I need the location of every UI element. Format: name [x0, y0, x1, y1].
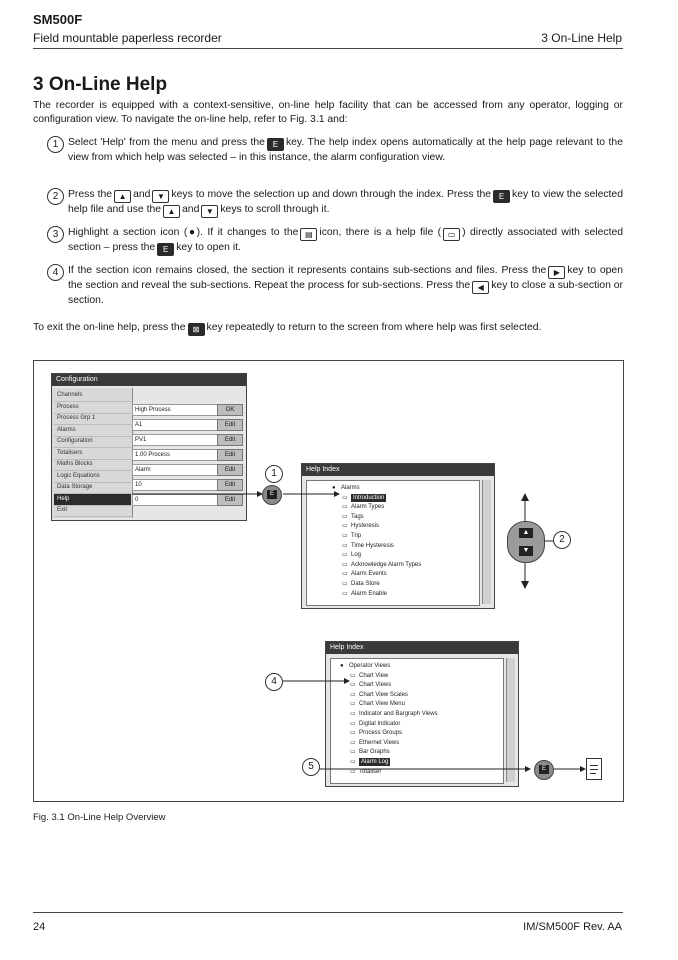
config-edit-button[interactable]: Edit	[217, 464, 243, 476]
menu-item-maths-blocks[interactable]: Maths Blocks	[54, 459, 131, 471]
callout-4: 4	[265, 673, 283, 691]
step-text: Highlight a section icon (●). If it changes to the ▤ icon, there is a help file ( ▭ ) directly associated with selected section – press the E key to open it.	[68, 227, 624, 254]
step-2	[47, 188, 623, 218]
menu-item-process[interactable]: Process	[54, 402, 131, 414]
help-index-item[interactable]: Trip	[351, 533, 362, 539]
enter-key-icon: E	[267, 138, 284, 151]
help-index-item[interactable]: Chart View	[359, 672, 389, 679]
help-file-icon: ▭	[342, 504, 348, 511]
help-file-icon: ▭	[350, 720, 356, 727]
help-file-icon: ▭	[342, 581, 348, 587]
down-key-icon: ▼	[152, 190, 169, 203]
help-index-item[interactable]: Log	[351, 552, 362, 559]
document-reference: IM/SM500F Rev. AA	[523, 921, 622, 933]
header-rule	[33, 48, 623, 49]
help-index-item[interactable]: Bar Graphs	[359, 749, 390, 756]
help-file-icon: ▭	[443, 228, 460, 241]
config-field[interactable]: 10	[132, 479, 218, 491]
help-file-icon: ▭	[342, 561, 348, 568]
help-file-icon: ▭	[342, 523, 348, 530]
help-file-icon: ▭	[342, 533, 348, 539]
config-edit-button[interactable]: Edit	[217, 449, 243, 461]
page-number: 24	[33, 921, 46, 933]
help-file-icon: ▭	[342, 552, 348, 559]
help-index-item[interactable]: Ethernet Views	[359, 739, 400, 746]
figure-frame	[33, 360, 624, 802]
step-number: 1	[47, 136, 64, 153]
callout-2: 2	[553, 531, 571, 549]
config-field[interactable]: Alarm	[132, 464, 218, 476]
step-text: Press the ▲ and ▼ keys to move the selection up and down through the index. Press the E key to view the selected help file and use the ▲ and ▼ keys to scroll through it.	[68, 189, 623, 216]
help-index-item[interactable]: Indicator and Bargraph Views	[359, 711, 438, 717]
help-index-item[interactable]: Digital Indicator	[359, 720, 401, 727]
step-text: If the section icon remains closed, the section it represents contains sub-sections and files. Press the ▶ key to open the section and reveal the sub-sections. Repeat the process for sub-sections. Press the ◀ key to close a sub-section or section.	[68, 265, 623, 306]
help-index-item[interactable]: Chart Views	[359, 682, 392, 689]
connector-lines	[34, 361, 623, 801]
menu-item-channels[interactable]: Channels	[54, 390, 131, 402]
step-4	[47, 264, 623, 308]
closed-section-icon: ●	[187, 227, 197, 238]
step-number: 3	[47, 226, 64, 243]
help-file-icon: ▭	[350, 691, 356, 698]
config-field[interactable]: High Process	[132, 404, 218, 416]
help-file-icon: ▭	[342, 571, 348, 578]
help-file-icon: ▭	[350, 730, 356, 737]
help-index-item[interactable]: Alarms	[341, 485, 360, 491]
up-key-icon: ▲	[163, 205, 180, 218]
section-icon: ●	[332, 485, 336, 491]
help-file-icon: ▭	[342, 494, 348, 501]
help-file-icon: ▭	[342, 590, 348, 597]
menu-item-totalisers[interactable]: Totalisers	[54, 448, 131, 460]
figure-caption: Fig. 3.1 On-Line Help Overview	[33, 812, 166, 823]
enter-key-icon: E	[262, 485, 282, 505]
help-index-item[interactable]: Alarm Types	[351, 504, 385, 511]
help-index-item[interactable]: Acknowledge Alarm Types	[351, 561, 422, 568]
open-section-icon: ▤	[300, 228, 317, 241]
help-index-item[interactable]: Chart View Scales	[359, 691, 408, 698]
config-edit-button[interactable]: Edit	[217, 494, 243, 506]
section-icon: ●	[340, 663, 344, 669]
section-title: 3 On-Line Help	[33, 74, 168, 95]
exit-key-icon: ⊠	[188, 323, 205, 336]
config-edit-button[interactable]: Edit	[217, 479, 243, 491]
help-index-item[interactable]: Totaliser	[359, 768, 382, 775]
help-file-icon: ▭	[350, 701, 356, 708]
config-field[interactable]: 1.00 Process	[132, 449, 218, 461]
step-number: 2	[47, 188, 64, 205]
help-index-item[interactable]: Tags	[351, 513, 364, 520]
menu-item-alarms[interactable]: Alarms	[54, 425, 131, 437]
menu-item-logic-equations[interactable]: Logic Equations	[54, 471, 131, 483]
footer-rule	[33, 912, 623, 913]
help-index-item[interactable]: Hysteresis	[351, 523, 380, 530]
step-3	[47, 226, 623, 256]
running-section-title: 3 On-Line Help	[541, 31, 622, 45]
help-index-item[interactable]: Process Groups	[359, 730, 403, 737]
callout-1: 1	[265, 465, 283, 483]
step-text: Select 'Help' from the menu and press the E key. The help index opens automatically at the help page relevant to the view from which help was selected – in this instance, the alarm configuration view.	[68, 137, 623, 163]
help-file-icon: ▭	[350, 711, 356, 717]
up-down-keypad	[507, 521, 545, 563]
menu-item-data-storage[interactable]: Data Storage	[54, 482, 131, 494]
callout-3: 5	[302, 758, 320, 776]
help-file-icon: ▭	[342, 542, 348, 549]
help-page-icon	[586, 758, 602, 780]
up-key-icon: ▲	[519, 528, 533, 538]
config-edit-button[interactable]: Edit	[217, 434, 243, 446]
product-model: SM500F	[33, 12, 83, 27]
help-index-item[interactable]: Data Store	[351, 581, 380, 587]
help-index-item[interactable]: Operator Views	[349, 663, 391, 669]
help-index-item[interactable]: Chart View Menu	[359, 701, 405, 708]
help-index-item[interactable]: Alarm Enable	[351, 590, 388, 597]
product-subtitle: Field mountable paperless recorder	[33, 31, 222, 45]
window-titlebar: Help Index	[326, 642, 518, 654]
exit-paragraph: To exit the on-line help, press the ⊠ key repeatedly to return to the screen from where help was first selected.	[33, 322, 542, 334]
help-file-icon: ▭	[350, 739, 356, 746]
enter-key-icon: E	[157, 243, 174, 256]
help-file-icon: ▭	[350, 682, 356, 689]
help-file-icon: ▭	[350, 759, 356, 765]
config-edit-button[interactable]: Edit	[217, 419, 243, 431]
enter-key-icon: E	[534, 760, 554, 780]
window-titlebar: Configuration	[52, 374, 246, 386]
step-number: 4	[47, 264, 64, 281]
help-file-icon: ▭	[350, 749, 356, 756]
enter-key-icon: E	[493, 190, 510, 203]
config-field[interactable]: PV1	[132, 434, 218, 446]
intro-paragraph: The recorder is equipped with a context-sensitive, on-line help facility that can be accessed from any operator, logging or configuration view. To navigate the on-line help, refer to Fig. 3.1 and:	[33, 100, 623, 125]
config-field[interactable]: A1	[132, 419, 218, 431]
step-1	[47, 136, 623, 180]
down-key-icon: ▼	[201, 205, 218, 218]
right-key-icon: ▶	[548, 266, 565, 279]
config-edit-button[interactable]: OK	[217, 404, 243, 416]
menu-item-help[interactable]: Help	[54, 494, 131, 506]
up-key-icon: ▲	[114, 190, 131, 203]
menu-item-process-grp-1[interactable]: Process Grp 1	[54, 413, 131, 425]
down-key-icon: ▼	[519, 546, 533, 556]
help-index-item[interactable]: Introduction	[353, 494, 385, 501]
menu-item-configuration[interactable]: Configuration	[54, 436, 131, 448]
help-index-item[interactable]: Alarm Log	[361, 759, 389, 765]
window-titlebar: Help Index	[302, 464, 494, 476]
help-file-icon: ▭	[350, 672, 356, 679]
help-file-icon: ▭	[342, 513, 348, 520]
left-key-icon: ◀	[472, 281, 489, 294]
help-index-item[interactable]: Time Hysteresis	[351, 542, 394, 549]
config-field[interactable]: 0	[132, 494, 218, 506]
help-index-item[interactable]: Alarm Events	[351, 571, 387, 578]
menu-item-exit[interactable]: Exit	[54, 505, 131, 517]
help-file-icon: ▭	[350, 768, 356, 775]
